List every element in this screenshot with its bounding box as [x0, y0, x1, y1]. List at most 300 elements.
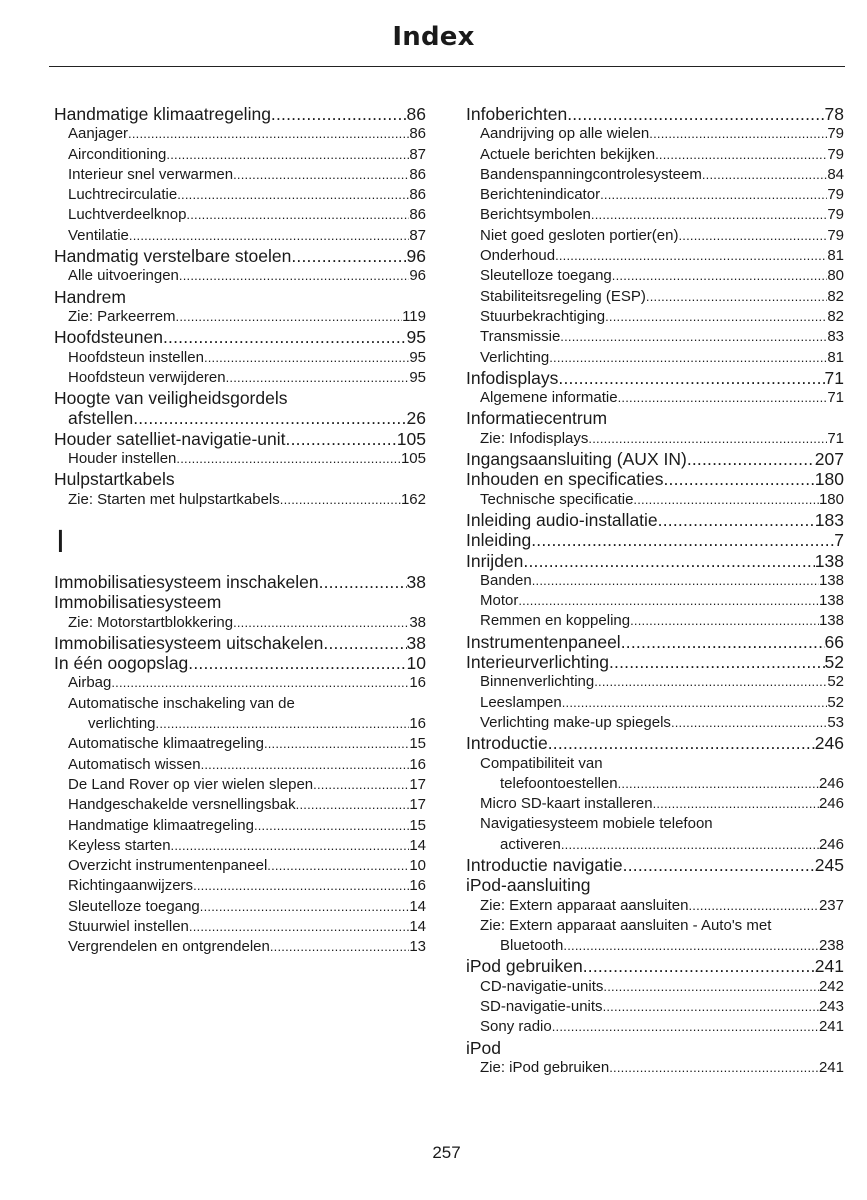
- page-number: 257: [432, 1143, 461, 1162]
- dot-leader: [630, 611, 819, 631]
- entry-label: CD-navigatie-units: [480, 977, 604, 995]
- dot-leader: [179, 266, 409, 286]
- entry-page-number: 79: [827, 206, 844, 224]
- dot-leader: [319, 572, 407, 592]
- dot-leader: [264, 734, 409, 754]
- dot-leader: [296, 795, 410, 815]
- entry-page-number: 15: [409, 735, 426, 753]
- index-entry: [466, 1058, 844, 1078]
- dot-leader: [233, 165, 409, 185]
- index-entry: [466, 794, 844, 814]
- entry-label: activeren: [500, 835, 561, 853]
- dot-leader: [555, 246, 827, 266]
- index-entry: [466, 348, 844, 368]
- entry-page-number: 13: [409, 938, 426, 956]
- index-entry: [54, 653, 426, 673]
- entry-label: Remmen en koppeling: [480, 612, 631, 630]
- entry-page-number: 242: [818, 977, 844, 995]
- index-entry: [54, 165, 426, 185]
- entry-label: Infoberichten: [466, 104, 568, 124]
- index-entry: [466, 774, 844, 794]
- index-column-left: [54, 104, 426, 958]
- entry-label: Sony radio: [480, 1018, 552, 1036]
- entry-label: Handmatige klimaatregeling: [54, 104, 271, 124]
- dot-leader: [176, 307, 403, 327]
- entry-label: Introductie: [466, 733, 548, 754]
- entry-page-number: 10: [409, 857, 426, 875]
- index-entry: [54, 205, 426, 225]
- index-entry: [466, 510, 844, 530]
- entry-page-number: 38: [409, 613, 426, 631]
- entry-label: Micro SD-kaart installeren: [480, 795, 653, 813]
- dot-leader: [664, 469, 815, 489]
- entry-page-number: 241: [814, 956, 844, 977]
- index-entry: [466, 469, 844, 489]
- dot-leader: [201, 755, 410, 775]
- entry-page-number: 16: [409, 674, 426, 692]
- entry-page-number: 105: [400, 450, 426, 468]
- entry-page-number: 16: [409, 755, 426, 773]
- entry-page-number: 86: [406, 104, 426, 124]
- entry-page-number: 86: [409, 206, 426, 224]
- entry-page-number: 16: [409, 715, 426, 733]
- dot-leader: [588, 429, 827, 449]
- index-entry: [466, 997, 844, 1017]
- entry-label: Luchtverdeelknop: [68, 206, 187, 224]
- entry-page-number: 86: [409, 186, 426, 204]
- entry-label: Handmatige klimaatregeling: [68, 816, 254, 834]
- entry-label: In één oogopslag: [54, 653, 189, 674]
- dot-leader: [594, 672, 827, 692]
- dot-leader: [270, 937, 409, 957]
- index-entry: [54, 408, 426, 428]
- dot-leader: [618, 388, 828, 408]
- section-letter: I: [56, 524, 65, 560]
- dot-leader: [552, 1017, 819, 1037]
- entry-label: Zie: iPod gebruiken: [480, 1058, 610, 1076]
- entry-page-number: 15: [409, 816, 426, 834]
- index-entry: [466, 855, 844, 875]
- dot-leader: [186, 205, 409, 225]
- entry-page-number: 79: [827, 186, 844, 204]
- index-entry: [54, 755, 426, 775]
- entry-label: Overzicht instrumentenpaneel: [68, 857, 268, 875]
- index-entry: [54, 795, 426, 815]
- entry-page-number: 79: [827, 226, 844, 244]
- entry-page-number: 81: [827, 247, 844, 265]
- entry-label: Inrijden: [466, 550, 524, 571]
- entry-label: Keyless starten: [68, 836, 171, 854]
- dot-leader: [560, 327, 827, 347]
- dot-leader: [688, 896, 819, 916]
- entry-label: afstellen: [68, 408, 134, 429]
- index-entry: [466, 591, 844, 611]
- dot-leader: [267, 856, 409, 876]
- index-entry: [54, 876, 426, 896]
- index-entry: [466, 551, 844, 571]
- entry-page-number: 16: [409, 877, 426, 895]
- index-heading: Zie: Extern apparaat aansluiten - Auto's met: [480, 916, 772, 934]
- dot-leader: [609, 652, 825, 672]
- entry-label: Ventilatie: [68, 226, 129, 244]
- dot-leader: [171, 836, 410, 856]
- index-entry: [466, 185, 844, 205]
- entry-page-number: 38: [406, 571, 426, 592]
- dot-leader: [189, 917, 409, 937]
- entry-page-number: 138: [818, 571, 844, 589]
- dot-leader: [687, 449, 815, 469]
- index-heading: iPod: [466, 1037, 502, 1058]
- entry-page-number: 183: [814, 509, 844, 530]
- entry-page-number: 138: [818, 592, 844, 610]
- entry-page-number: 86: [409, 165, 426, 183]
- entry-page-number: 87: [409, 226, 426, 244]
- entry-page-number: 82: [827, 307, 844, 325]
- entry-page-number: 14: [409, 836, 426, 854]
- entry-page-number: 17: [409, 775, 426, 793]
- index-entry: [466, 896, 844, 916]
- dot-leader: [188, 653, 406, 673]
- entry-label: Hoofdsteunen: [54, 327, 163, 348]
- index-entry: [54, 836, 426, 856]
- index-entry: [466, 104, 844, 124]
- entry-label: Airbag: [68, 674, 112, 692]
- index-entry: [466, 429, 844, 449]
- entry-label: Zie: Infodisplays: [480, 429, 589, 447]
- dot-leader: [523, 551, 814, 571]
- index-entry: [54, 185, 426, 205]
- entry-label: Luchtrecirculatie: [68, 186, 178, 204]
- entry-label: Verlichting make-up spiegels: [480, 713, 671, 731]
- dot-leader: [111, 673, 409, 693]
- index-entry: [54, 673, 426, 693]
- entry-page-number: 79: [827, 145, 844, 163]
- entry-page-number: 119: [402, 307, 426, 325]
- dot-leader: [291, 246, 406, 266]
- entry-page-number: 52: [824, 652, 844, 673]
- dot-leader: [623, 855, 815, 875]
- index-entry: [466, 124, 844, 144]
- entry-page-number: 96: [406, 246, 426, 267]
- entry-label: Sleutelloze toegang: [68, 897, 200, 915]
- dot-leader: [532, 571, 819, 591]
- index-entry: [466, 1017, 844, 1037]
- index-entry: [466, 287, 844, 307]
- entry-label: Handgeschakelde versnellingsbak: [68, 796, 296, 814]
- entry-label: De Land Rover op vier wielen slepen: [68, 775, 314, 793]
- entry-label: SD-navigatie-units: [480, 998, 603, 1016]
- entry-label: Leeslampen: [480, 693, 562, 711]
- entry-page-number: 138: [818, 612, 844, 630]
- index-entry: [466, 693, 844, 713]
- dot-leader: [129, 226, 409, 246]
- entry-label: Zie: Motorstartblokkering: [68, 613, 234, 631]
- entry-label: Vergrendelen en ontgrendelen: [68, 938, 270, 956]
- entry-label: Immobilisatiesysteem uitschakelen: [54, 632, 324, 653]
- dot-leader: [655, 145, 827, 165]
- index-entry: [54, 937, 426, 957]
- dot-leader: [633, 490, 819, 510]
- dot-leader: [562, 693, 828, 713]
- entry-page-number: 245: [814, 854, 844, 875]
- index-heading: Immobilisatiesysteem: [54, 592, 222, 613]
- index-entry: [54, 572, 426, 592]
- entry-label: Stabiliteitsregeling (ESP): [480, 287, 646, 305]
- entry-label: Algemene informatie: [480, 389, 618, 407]
- entry-label: Sleutelloze toegang: [480, 267, 612, 285]
- entry-page-number: 95: [406, 327, 426, 348]
- dot-leader: [176, 449, 401, 469]
- entry-label: Airconditioning: [68, 145, 167, 163]
- entry-label: Infodisplays: [466, 367, 559, 388]
- entry-page-number: 71: [827, 429, 844, 447]
- entry-label: Onderhoud: [480, 247, 556, 265]
- dot-leader: [254, 816, 409, 836]
- entry-page-number: 238: [818, 937, 844, 955]
- index-entry: [466, 956, 844, 976]
- entry-page-number: 95: [409, 368, 426, 386]
- index-entry: [54, 613, 426, 633]
- index-entry: [54, 917, 426, 937]
- index-entry: [54, 429, 426, 449]
- dot-leader: [567, 104, 824, 124]
- index-entry: [466, 652, 844, 672]
- index-entry: [466, 713, 844, 733]
- dot-leader: [128, 124, 409, 144]
- index-entry: [466, 490, 844, 510]
- entry-page-number: 96: [409, 267, 426, 285]
- index-entry: [466, 611, 844, 631]
- entry-page-number: 52: [827, 693, 844, 711]
- index-entry: [466, 835, 844, 855]
- entry-label: Zie: Extern apparaat aansluiten: [480, 896, 689, 914]
- entry-label: Niet goed gesloten portier(en): [480, 226, 679, 244]
- entry-label: Verlichting: [480, 348, 550, 366]
- index-entry: [54, 307, 426, 327]
- entry-label: Automatische klimaatregeling: [68, 735, 264, 753]
- index-entry: [466, 936, 844, 956]
- index-entry: [54, 145, 426, 165]
- dot-leader: [226, 368, 410, 388]
- entry-page-number: 71: [827, 389, 844, 407]
- index-heading: Compatibiliteit van: [480, 754, 603, 772]
- entry-page-number: 84: [827, 165, 844, 183]
- entry-label: Richtingaanwijzers: [68, 877, 194, 895]
- entry-label: Binnenverlichting: [480, 673, 595, 691]
- dot-leader: [204, 348, 409, 368]
- index-entry: [54, 327, 426, 347]
- entry-page-number: 10: [406, 653, 426, 674]
- dot-leader: [603, 977, 819, 997]
- entry-page-number: 14: [409, 897, 426, 915]
- index-entry: [54, 104, 426, 124]
- index-entry: [466, 226, 844, 246]
- entry-label: Berichtenindicator: [480, 186, 601, 204]
- entry-label: Stuurwiel instellen: [68, 917, 189, 935]
- index-heading: Automatische inschakeling van de: [68, 694, 295, 712]
- dot-leader: [561, 835, 819, 855]
- index-heading: Navigatiesysteem mobiele telefoon: [480, 815, 713, 833]
- entry-label: Bluetooth: [500, 937, 564, 955]
- dot-leader: [313, 775, 409, 795]
- entry-page-number: 14: [409, 917, 426, 935]
- dot-leader: [612, 266, 828, 286]
- index-heading: Handrem: [54, 286, 126, 307]
- dot-leader: [646, 287, 827, 307]
- dot-leader: [618, 774, 819, 794]
- index-entry: [54, 816, 426, 836]
- entry-label: Inleiding: [466, 530, 532, 551]
- entry-page-number: 207: [814, 449, 844, 470]
- entry-page-number: 95: [409, 348, 426, 366]
- dot-leader: [591, 205, 827, 225]
- dot-leader: [280, 490, 401, 510]
- index-entry: [54, 734, 426, 754]
- entry-label: verlichting: [88, 715, 156, 733]
- entry-label: Automatisch wissen: [68, 755, 201, 773]
- entry-page-number: 241: [818, 1018, 844, 1036]
- entry-page-number: 82: [827, 287, 844, 305]
- dot-leader: [563, 936, 819, 956]
- index-entry: [466, 327, 844, 347]
- entry-page-number: 87: [409, 145, 426, 163]
- dot-leader: [583, 956, 815, 976]
- index-entry: [466, 977, 844, 997]
- entry-label: Berichtsymbolen: [480, 206, 591, 224]
- dot-leader: [323, 633, 406, 653]
- entry-page-number: 7: [834, 530, 844, 551]
- index-heading: iPod-aansluiting: [466, 875, 591, 896]
- index-entry: [466, 571, 844, 591]
- index-heading: Hulpstartkabels: [54, 469, 175, 490]
- entry-label: Aanjager: [68, 125, 129, 143]
- index-entry: [54, 633, 426, 653]
- dot-leader: [678, 226, 827, 246]
- entry-label: Instrumentenpaneel: [466, 631, 621, 652]
- index-entry: [466, 388, 844, 408]
- dot-leader: [609, 1058, 819, 1078]
- entry-label: Technische specificatie: [480, 490, 634, 508]
- dot-leader: [531, 530, 834, 550]
- index-entry: [54, 368, 426, 388]
- index-entry: [466, 368, 844, 388]
- entry-label: Immobilisatiesysteem inschakelen: [54, 571, 319, 592]
- entry-page-number: 241: [818, 1058, 844, 1076]
- dot-leader: [133, 408, 406, 428]
- index-heading: Hoogte van veiligheidsgordels: [54, 388, 288, 409]
- dot-leader: [193, 876, 409, 896]
- entry-page-number: 180: [818, 490, 844, 508]
- index-entry: [466, 530, 844, 550]
- entry-page-number: 86: [409, 125, 426, 143]
- entry-page-number: 237: [818, 896, 844, 914]
- entry-page-number: 78: [824, 104, 844, 124]
- index-entry: [54, 226, 426, 246]
- dot-leader: [548, 733, 815, 753]
- index-entry: [54, 897, 426, 917]
- dot-leader: [233, 613, 409, 633]
- dot-leader: [518, 591, 819, 611]
- entry-label: Hoofdsteun verwijderen: [68, 368, 226, 386]
- entry-label: Zie: Parkeerrem: [68, 307, 176, 325]
- entry-page-number: 26: [406, 408, 426, 429]
- entry-label: Introductie navigatie: [466, 854, 623, 875]
- dot-leader: [166, 145, 409, 165]
- entry-page-number: 66: [824, 631, 844, 652]
- index-entry: [54, 348, 426, 368]
- entry-page-number: 83: [827, 328, 844, 346]
- index-entry: [54, 124, 426, 144]
- dot-leader: [658, 510, 815, 530]
- entry-label: Actuele berichten bekijken: [480, 145, 656, 163]
- entry-page-number: 246: [818, 774, 844, 792]
- entry-label: Inhouden en specificaties: [466, 469, 664, 490]
- dot-leader: [653, 794, 819, 814]
- dot-leader: [163, 327, 407, 347]
- index-entry: [466, 672, 844, 692]
- dot-leader: [600, 185, 827, 205]
- entry-label: Houder satelliet-navigatie-unit: [54, 428, 286, 449]
- index-entry: [466, 246, 844, 266]
- entry-page-number: 53: [827, 713, 844, 731]
- entry-page-number: 180: [814, 469, 844, 490]
- entry-page-number: 246: [818, 835, 844, 853]
- dot-leader: [156, 714, 410, 734]
- entry-page-number: 246: [814, 733, 844, 754]
- index-entry: [54, 490, 426, 510]
- dot-leader: [649, 124, 827, 144]
- entry-label: Inleiding audio-installatie: [466, 509, 658, 530]
- index-entry: [466, 733, 844, 753]
- entry-label: Ingangsaansluiting (AUX IN): [466, 449, 687, 470]
- index-entry: [466, 205, 844, 225]
- dot-leader: [558, 368, 824, 388]
- entry-page-number: 138: [814, 550, 844, 571]
- entry-label: Stuurbekrachtiging: [480, 307, 606, 325]
- dot-leader: [621, 632, 825, 652]
- entry-page-number: 79: [827, 125, 844, 143]
- entry-page-number: 80: [827, 267, 844, 285]
- index-entry: [54, 856, 426, 876]
- entry-label: Banden: [480, 571, 532, 589]
- entry-label: Motor: [480, 592, 519, 610]
- entry-page-number: 71: [824, 367, 844, 388]
- index-entry: [54, 266, 426, 286]
- entry-page-number: 162: [400, 490, 426, 508]
- dot-leader: [271, 104, 407, 124]
- index-entry: [54, 246, 426, 266]
- entry-label: Aandrijving op alle wielen: [480, 125, 650, 143]
- dot-leader: [671, 713, 827, 733]
- entry-label: Transmissie: [480, 328, 561, 346]
- entry-label: Zie: Starten met hulpstartkabels: [68, 490, 280, 508]
- entry-label: iPod gebruiken: [466, 956, 583, 977]
- entry-label: Interieurverlichting: [466, 652, 609, 673]
- entry-label: Hoofdsteun instellen: [68, 348, 204, 366]
- dot-leader: [286, 429, 397, 449]
- entry-page-number: 38: [406, 632, 426, 653]
- index-column-right: [466, 104, 844, 1078]
- entry-label: telefoontoestellen: [500, 774, 618, 792]
- dot-leader: [702, 165, 827, 185]
- entry-page-number: 81: [827, 348, 844, 366]
- index-entry: [466, 632, 844, 652]
- entry-page-number: 246: [818, 795, 844, 813]
- dot-leader: [200, 897, 410, 917]
- page-title: Index: [392, 22, 475, 52]
- entry-page-number: 17: [409, 796, 426, 814]
- index-entry: [466, 145, 844, 165]
